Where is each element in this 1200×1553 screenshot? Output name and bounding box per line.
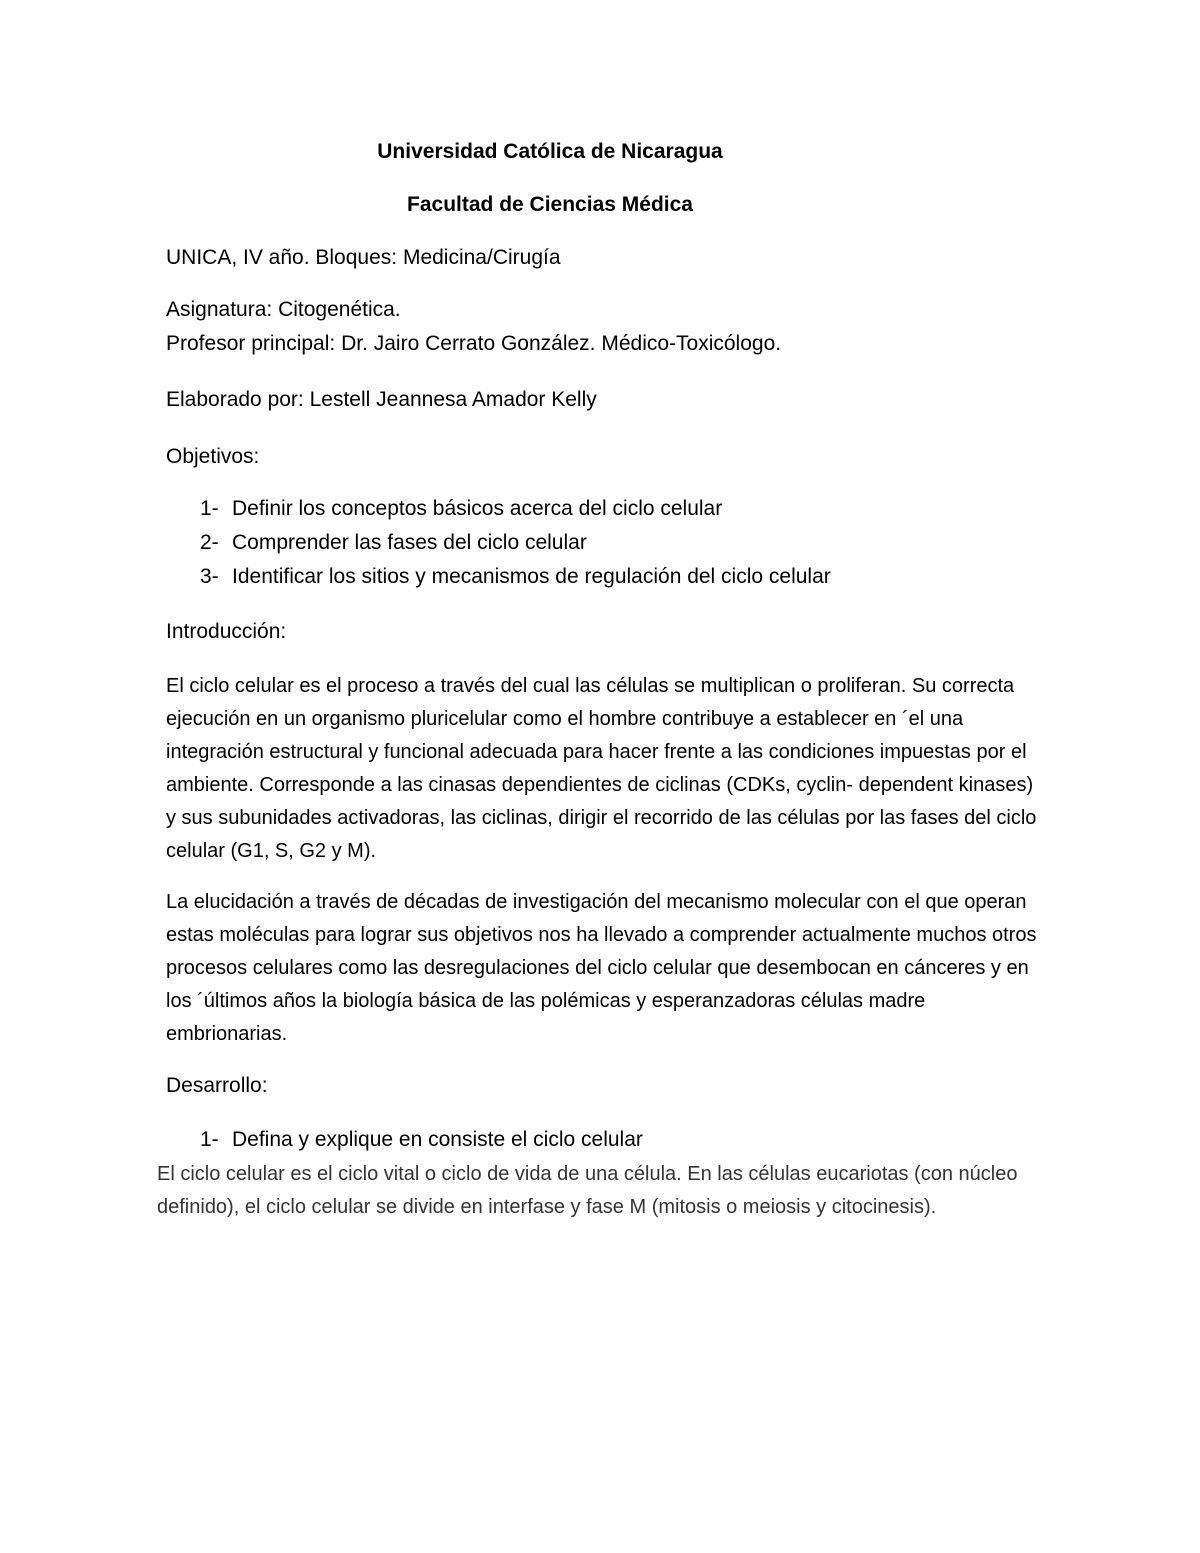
author-line: Elaborado por: Lestell Jeannesa Amador Kelly: [166, 388, 597, 411]
list-item: [200, 526, 831, 560]
faculty-title: Facultad de Ciencias Médica: [407, 193, 693, 216]
list-text: Definir los conceptos básicos acerca del ciclo celular: [232, 497, 723, 520]
objectives-heading: Objetivos:: [166, 445, 260, 468]
list-item: [200, 492, 831, 526]
professor-line: Profesor principal: Dr. Jairo Cerrato González. Médico-Toxicólogo.: [166, 332, 782, 355]
introduction-paragraph-1: El ciclo celular es el proceso a través del cual las células se multiplican o proliferan. Su correcta ejecución en un organismo pluricelular como el hombre contribuye a establecer en ´el una integración estructural y funcional adecuada para hacer frente a las condiciones impuestas por el ambiente. Corresponde a las cinasas dependientes de ciclinas (CDKs, cyclin- dependent kinases) y sus subunidades activadoras, las ciclinas, dirigir el recorrido de las células por las fases del ciclo celular (G1, S, G2 y M).: [166, 675, 1037, 862]
university-title: Universidad Católica de Nicaragua: [377, 140, 723, 163]
course-line: UNICA, IV año. Bloques: Medicina/Cirugía: [166, 246, 561, 269]
list-item: [200, 560, 831, 594]
subject-line: Asignatura: Citogenética.: [166, 298, 401, 321]
development-heading: Desarrollo:: [166, 1074, 268, 1097]
list-number: 1-: [200, 1128, 219, 1151]
list-text: Identificar los sitios y mecanismos de regulación del ciclo celular: [232, 565, 831, 588]
list-number: 2-: [200, 531, 219, 554]
list-number: 1-: [200, 497, 219, 520]
development-answer: El ciclo celular es el ciclo vital o ciclo de vida de una célula. En las células eucariotas (con núcleo definido), el ciclo celular se divide en interfase y fase M (mitosis o meiosis y citocinesis).: [157, 1163, 1018, 1218]
list-text: Defina y explique en consiste el ciclo celular: [232, 1128, 643, 1151]
list-item: [200, 1123, 643, 1157]
list-number: 3-: [200, 565, 219, 588]
introduction-paragraph-2: La elucidación a través de décadas de investigación del mecanismo molecular con el que operan estas moléculas para lograr sus objetivos nos ha llevado a comprender actualmente muchos otros procesos celulares como las desregulaciones del ciclo celular que desembocan en cánceres y en los ´últimos años la biología básica de las polémicas y esperanzadoras células madre embrionarias.: [166, 891, 1037, 1045]
objectives-list: [200, 492, 831, 594]
list-text: Comprender las fases del ciclo celular: [232, 531, 587, 554]
development-list: [200, 1123, 643, 1157]
introduction-heading: Introducción:: [166, 620, 287, 643]
